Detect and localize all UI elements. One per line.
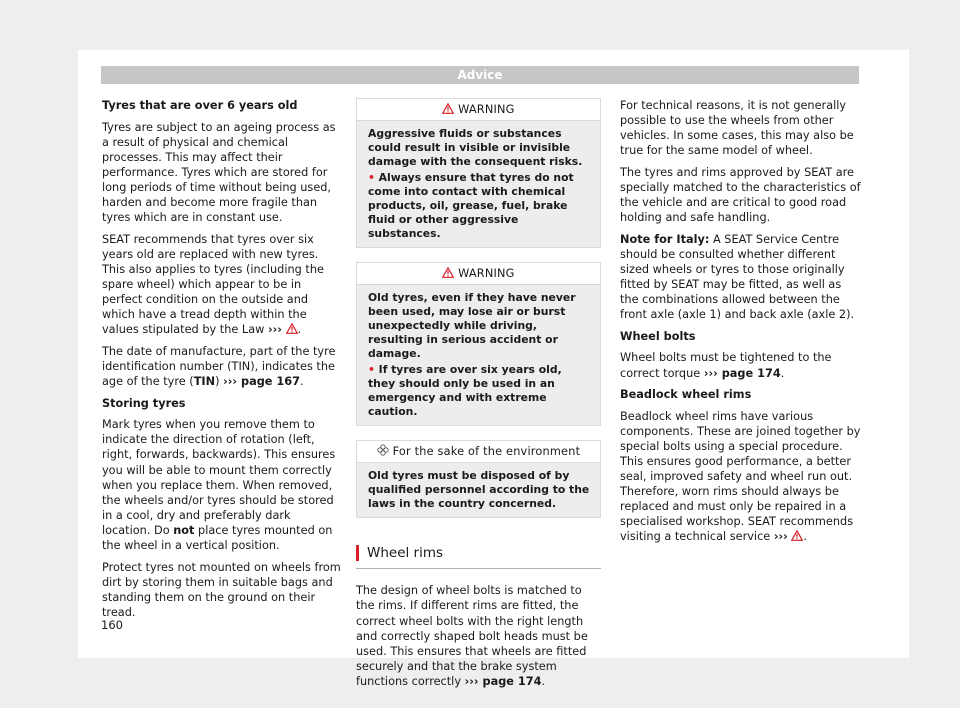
warning-box-header (357, 99, 600, 121)
warning-text: Aggressive fluids or substances could result in visible or invisible damage with the consequent risks. (368, 127, 583, 169)
note-italy-label: Note for Italy: (620, 232, 710, 246)
warning-box-header (357, 263, 600, 285)
warning-label: WARNING (458, 267, 515, 281)
warning-text: Old tyres, even if they have never been used, may lose air or burst unexpectedly while driving, resulting in serious accident or damage. (368, 291, 576, 361)
page-link-174[interactable]: ››› page 174 (703, 366, 781, 380)
heading-old-tyres: Tyres that are over 6 years old (102, 99, 298, 112)
heading-beadlock: Beadlock wheel rims (620, 388, 752, 402)
storing-text-a: Mark tyres when you remove them to indicate the direction of rotation (left, right, forwards, backwards). This ensures you will be able to mount them correctly when you replace them. When removed, the wheels and/or tyres should be stored in a cool, dry and preferably dark location. Do (102, 418, 336, 537)
paragraph-approved-rims: The tyres and rims approved by SEAT are specially matched to the characteristics of the vehicle and are critical to good road holding and safe handling. (620, 165, 861, 225)
paragraph-storing (102, 417, 342, 553)
paragraph-protect: Protect tyres not mounted on wheels from dirt by storing them in suitable bags and standing them on the ground on their tread. (102, 560, 341, 619)
heading-wheel-bolts: Wheel bolts (620, 329, 696, 343)
environment-box-body: Old tyres must be disposed of by qualified personnel according to the laws in the country concerned. (357, 463, 600, 517)
tin-text-a: The date of manufacture, part of the tyre identification number (TIN), indicates the age of the tyre ( (102, 344, 336, 389)
section-header-bar: Advice (101, 66, 859, 84)
page-number: 160 (101, 618, 123, 632)
environment-box-header (357, 441, 600, 463)
warning-triangle-icon (791, 530, 803, 541)
tin-badge: TIN (193, 375, 216, 389)
environment-flower-icon (377, 444, 389, 456)
paragraph-note-italy (620, 232, 862, 323)
warning-reference-arrows[interactable]: ››› (773, 530, 788, 544)
rims-text: The design of wheel bolts is matched to the rims. If different rims are fitted, the correct wheel bolts with the right length and correctly shaped bolt heads must be used. This ensures that wheels are fitted securely and that the brake system functions correctly (356, 584, 588, 688)
warning-box-body (357, 285, 600, 425)
beadlock-text: Beadlock wheel rims have various components. These are joined together by special bolts using a special procedure. This ensures good performance, a better seal, improved safety and wheel run out. Therefore, worn rims should always be replaced and must only be repaired in a specialised workshop. SEAT recommends visiting a technical service (620, 409, 861, 544)
tin-text-b: ) (215, 375, 220, 389)
storing-text-b: place tyres mounted on the wheel in a vertical position. (102, 523, 333, 553)
warning-bullet-text: Always ensure that tyres do not come into contact with chemical products, oil, grease, fuel, brake fluid or other aggressive substances. (368, 171, 574, 241)
note-italy-text: A SEAT Service Centre should be consulted whether different sized wheels or tyres to those originally fitted by SEAT may be fitted, as well as the combinations allowed between the front axle (axle 1) and back axle (axle 2). (620, 232, 855, 322)
bullet-dot-icon: • (368, 171, 375, 185)
column-middle (356, 98, 601, 696)
warning-box-old-tyres (356, 262, 601, 426)
warning-label: WARNING (458, 103, 515, 116)
warning-bullet-text: If tyres are over six years old, they should only be used in an emergency and with extreme caution. (368, 363, 562, 419)
warning-triangle-icon (286, 323, 298, 334)
warning-triangle-icon (442, 103, 454, 114)
warning-box-body (357, 121, 600, 247)
warning-bullet (368, 363, 590, 419)
page-link-174[interactable]: ››› page 174 (464, 674, 542, 688)
paragraph-replace-recommendation: SEAT recommends that tyres over six years old are replaced with new tyres. This also applies to tyres (including the spare wheel) which appear to be in perfect condition on the outside and which have a tread depth within the values stipulated by the Law ››› . (102, 232, 324, 337)
paragraph-technical-reasons: For technical reasons, it is not generally possible to use the wheels from other vehicles. In some cases, this may also be true for the same model of wheel. (620, 99, 854, 158)
warning-triangle-icon (442, 267, 454, 278)
section-title-text: Wheel rims (356, 545, 443, 561)
section-title-wheel-rims (356, 546, 601, 569)
warning-box-aggressive-fluids (356, 98, 601, 248)
environment-box (356, 440, 601, 518)
warning-bullet (368, 171, 590, 241)
wheel-bolts-text: Wheel bolts must be tightened to the correct torque (620, 351, 832, 380)
environment-label: For the sake of the environment (392, 445, 581, 459)
paragraph-ageing: Tyres are subject to an ageing process as a result of physical and chemical processes. This may affect their performance. Tyres which are stored for long periods of time without being used, harden and become more fragile than tyres which are in constant use. (102, 120, 336, 225)
paragraph-beadlock: Beadlock wheel rims have various components. These are joined together by special bolts using a special procedure. This ensures good performance, a better seal, improved safety and wheel run out. Therefore, worn rims should always be replaced and must only be repaired in a specialised workshop. SEAT recommends visiting a technical service ››› . (620, 409, 861, 544)
heading-storing-tyres: Storing tyres (102, 396, 186, 410)
column-right (620, 98, 862, 551)
page-link-167[interactable]: ››› page 167 (223, 375, 300, 389)
bullet-dot-icon: • (368, 363, 375, 377)
paragraph-wheel-bolts: Wheel bolts must be tightened to the correct torque ››› page 174. (620, 351, 832, 380)
paragraph-rims: The design of wheel bolts is matched to the rims. If different rims are fitted, the correct wheel bolts with the right length and correctly shaped bolt heads must be used. This ensures that wheels are fitted securely and that the brake system functions correctly ››› page 174. (356, 584, 588, 688)
paragraph-date-manufacture: The date of manufacture, part of the tyre identification number (TIN), indicates the age of the tyre (TIN) ››› page 167. (102, 344, 336, 389)
paragraph-replace-text: SEAT recommends that tyres over six years old are replaced with new tyres. This also applies to tyres (including the spare wheel) which appear to be in perfect condition on the outside and which have a tread depth within the values stipulated by the Law (102, 232, 324, 337)
storing-not-emphasis: not (173, 523, 195, 537)
column-left (102, 98, 342, 627)
warning-reference-arrows[interactable]: ››› (267, 323, 282, 337)
